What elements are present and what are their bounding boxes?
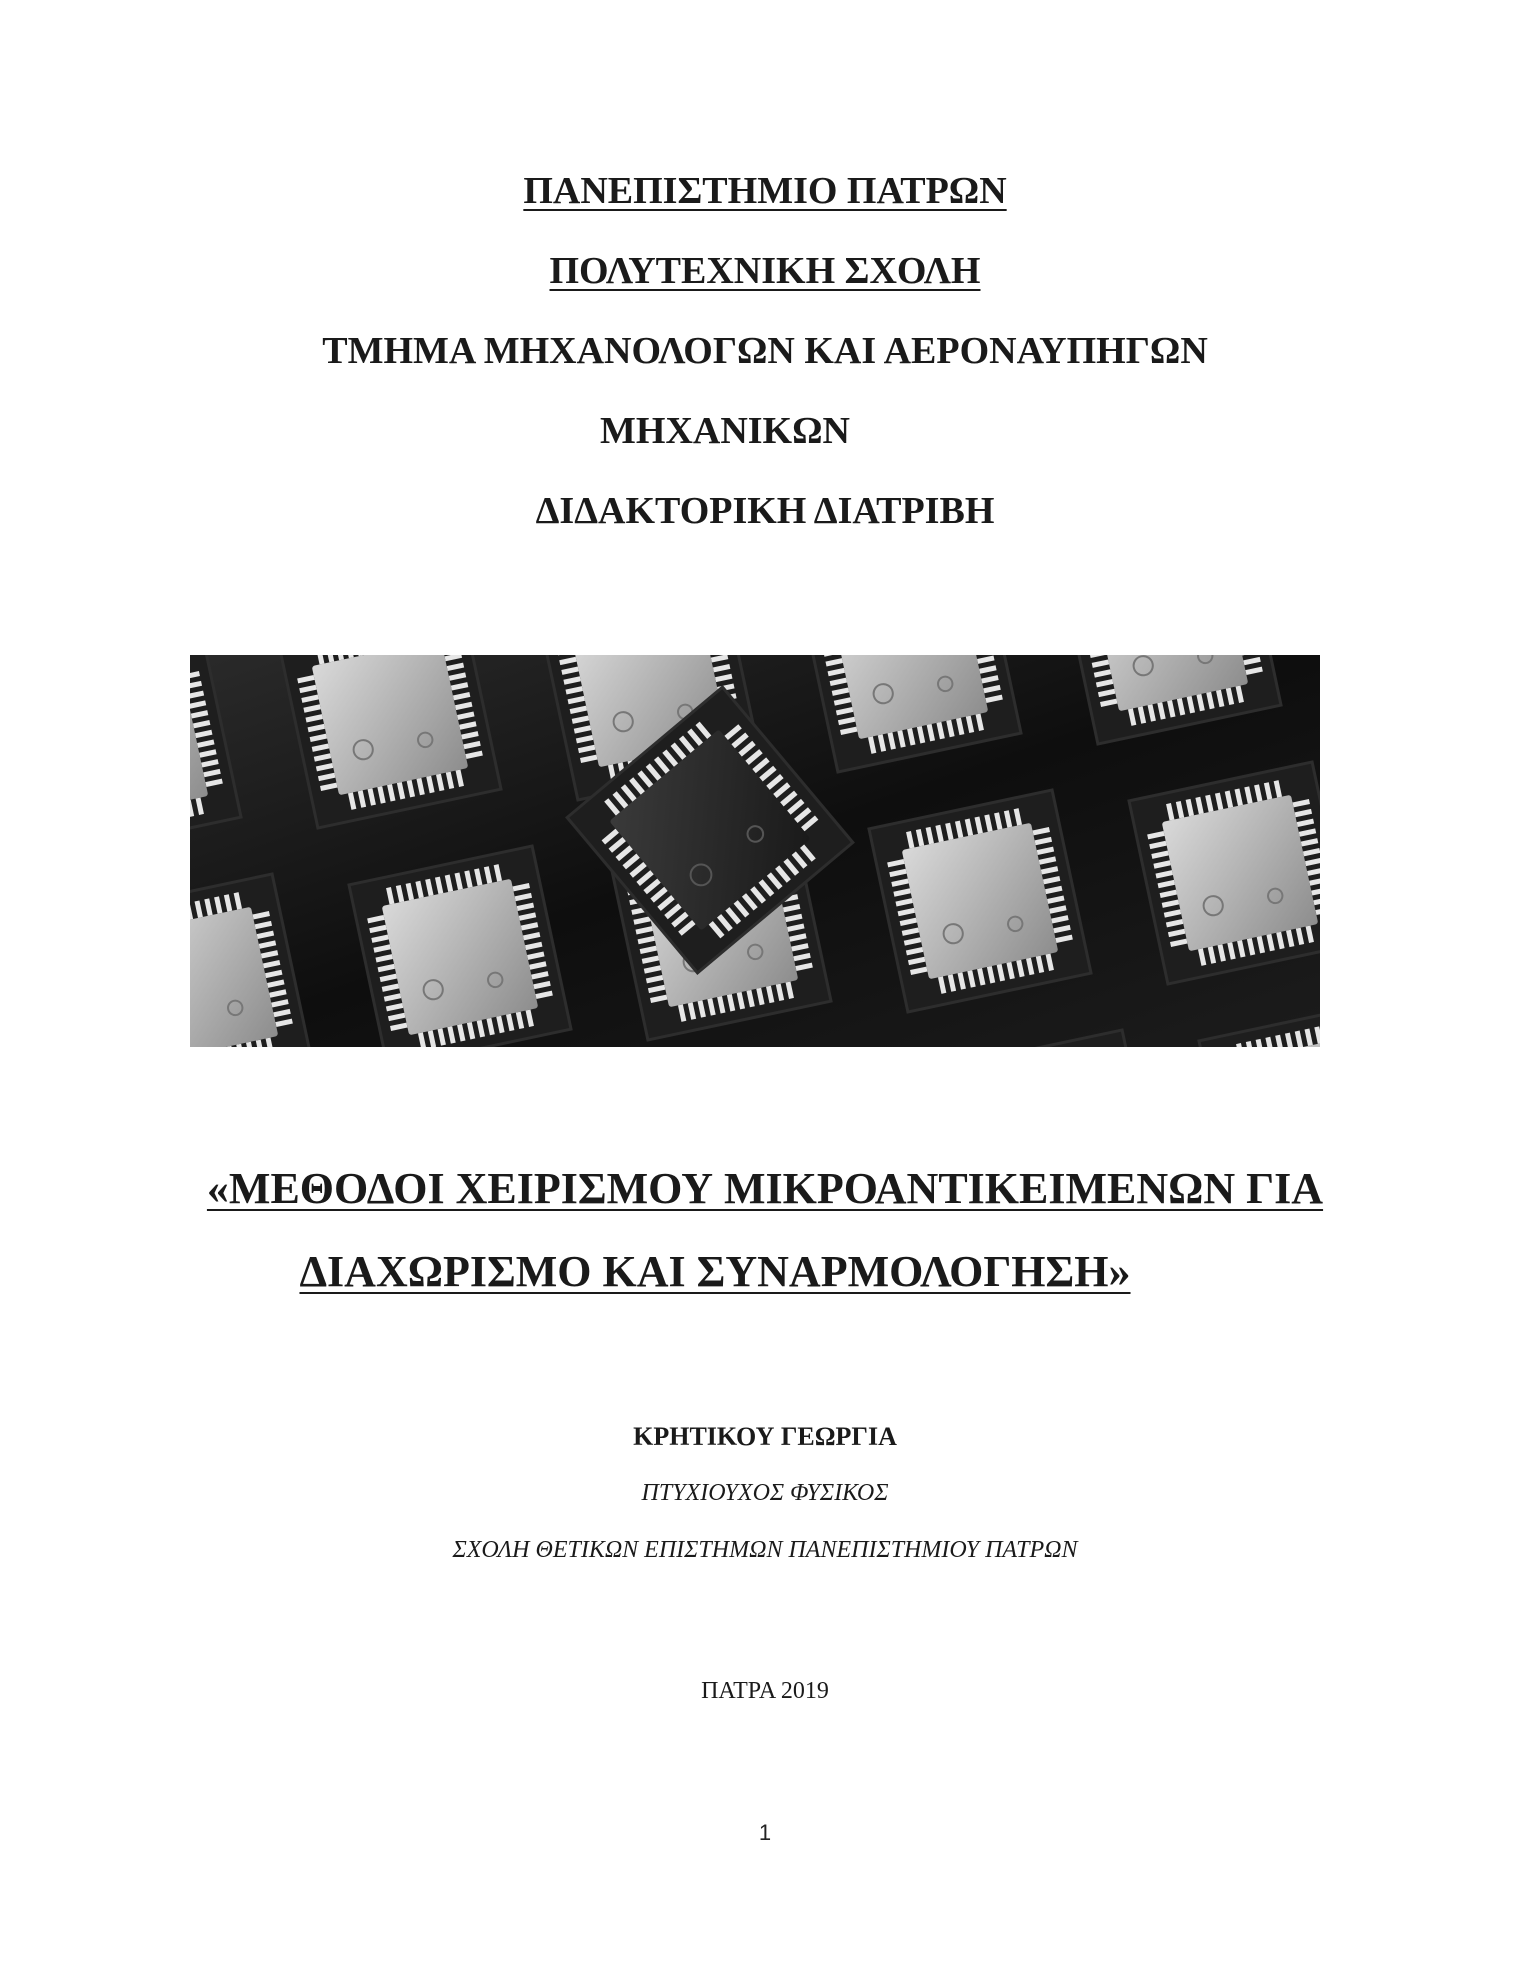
document-type: ΔΙΔΑΚΤΟΡΙΚΗ ΔΙΑΤΡΙΒΗ xyxy=(535,490,995,532)
school-name xyxy=(0,248,1530,294)
microchip-illustration xyxy=(190,655,1320,1047)
thesis-title-line1-text: «ΜΕΘΟΔΟΙ ΧΕΙΡΙΣΜΟΥ ΜΙΚΡΟΑΝΤΙΚΕΙΜΕΝΩΝ ΓΙΑ xyxy=(206,1164,1324,1213)
department-name-line2: ΜΗΧΑΝΙΚΩΝ xyxy=(600,410,850,452)
author-name: ΚΡΗΤΙΚΟΥ ΓΕΩΡΓΙΑ xyxy=(633,1422,897,1451)
microchip-photo xyxy=(190,655,1320,1047)
thesis-title-line1 xyxy=(0,1162,1530,1216)
author-degree: ΠΤΥΧΙΟΥΧΟΣ ΦΥΣΙΚΟΣ xyxy=(641,1480,889,1506)
thesis-title-line2-text: ΔΙΑΧΩΡΙΣΜΟ ΚΑΙ ΣΥΝΑΡΜΟΛΟΓΗΣΗ» xyxy=(299,1247,1131,1296)
school-name-text: ΠΟΛΥΤΕΧΝΙΚΗ ΣΧΟΛΗ xyxy=(549,250,981,292)
university-name-text: ΠΑΝΕΠΙΣΤΗΜΙΟ ΠΑΤΡΩΝ xyxy=(523,170,1007,212)
page-number: 1 xyxy=(758,1820,772,1845)
university-name xyxy=(0,168,1530,214)
thesis-title-line2 xyxy=(0,1245,1480,1299)
place-year: ΠΑΤΡΑ 2019 xyxy=(701,1678,829,1704)
author-affiliation: ΣΧΟΛΗ ΘΕΤΙΚΩΝ ΕΠΙΣΤΗΜΩΝ ΠΑΝΕΠΙΣΤΗΜΙΟΥ ΠΑΤΡΩΝ xyxy=(452,1537,1078,1563)
department-name-line1: ΤΜΗΜΑ ΜΗΧΑΝΟΛΟΓΩΝ ΚΑΙ ΑΕΡΟΝΑΥΠΗΓΩΝ xyxy=(322,330,1208,372)
chip xyxy=(869,790,1091,1012)
